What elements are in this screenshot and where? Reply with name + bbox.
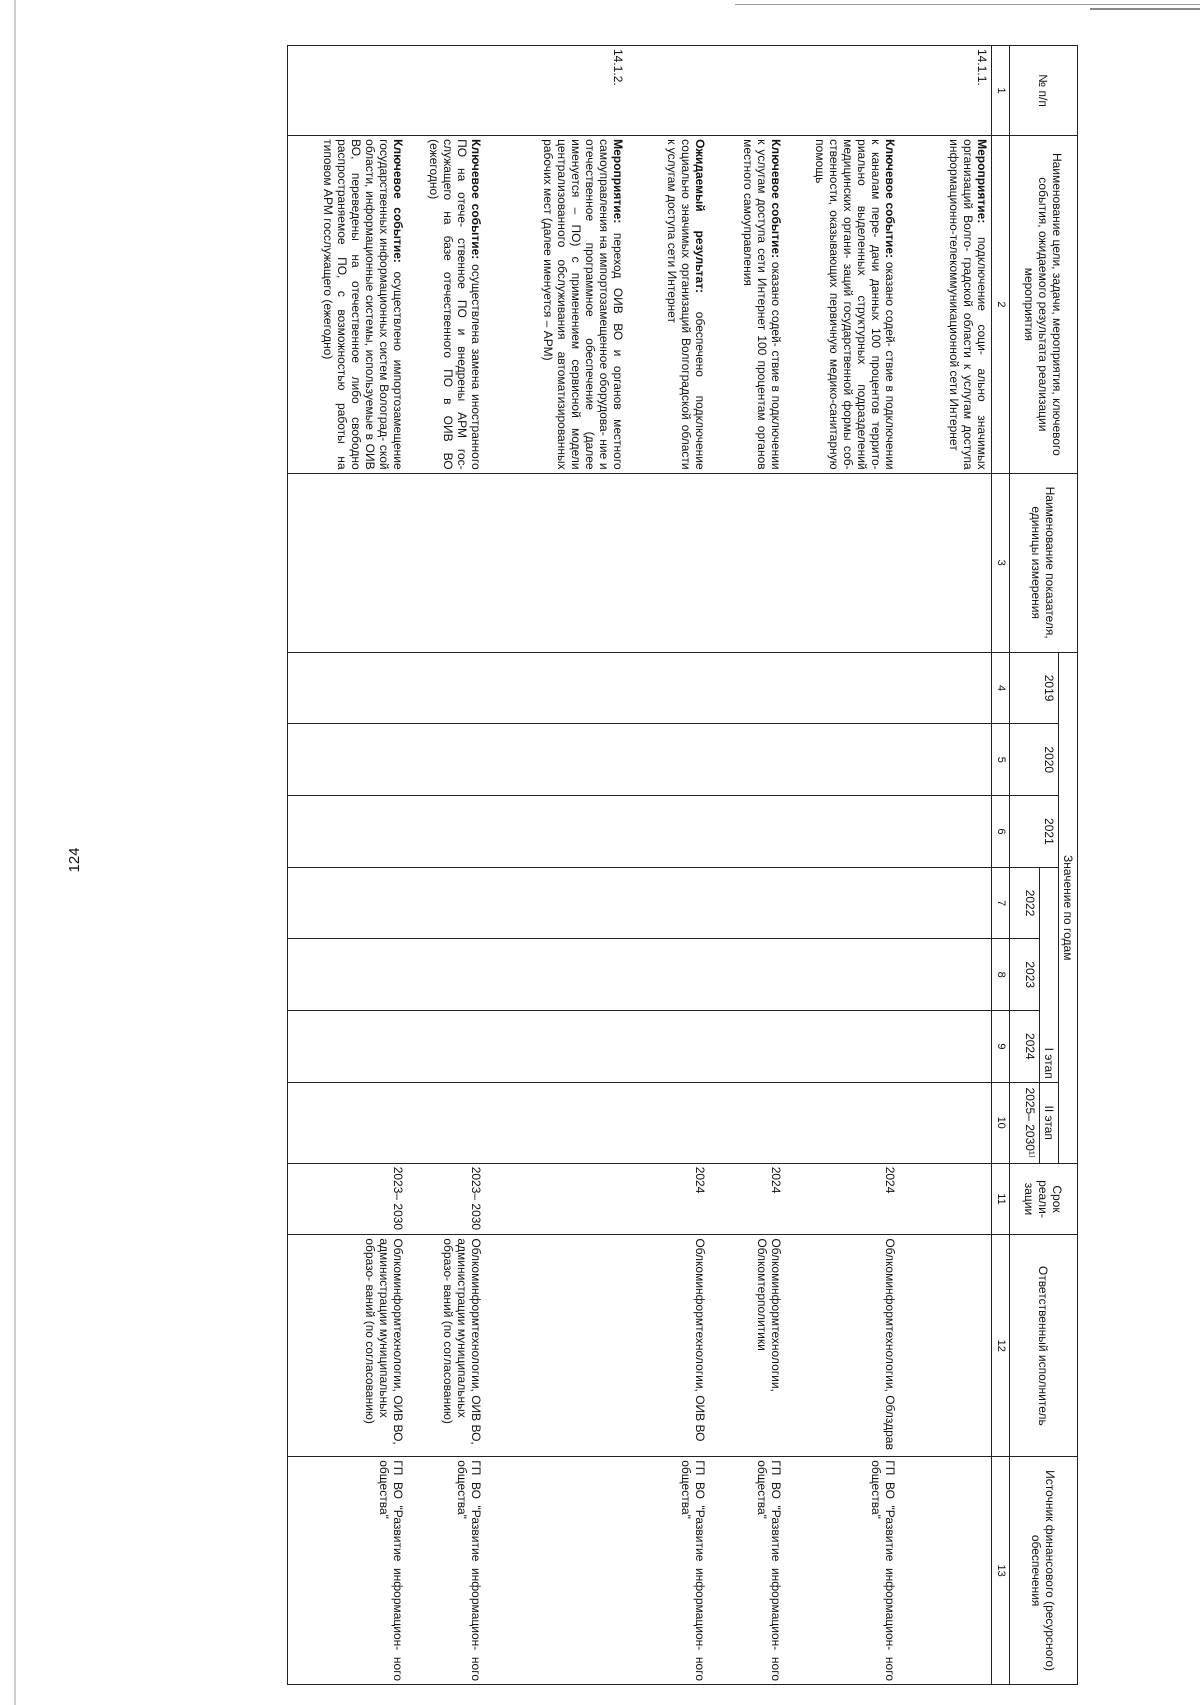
colnum: 9 — [992, 1011, 1010, 1083]
empty-value-cell — [486, 796, 628, 868]
table-row — [288, 46, 408, 1685]
page-edge — [14, 0, 16, 1705]
header-num: № п/п — [1010, 46, 1078, 136]
empty-value-cell — [710, 939, 786, 1011]
table-row — [900, 46, 992, 1685]
empty-value-cell — [288, 473, 408, 652]
row-description — [710, 136, 786, 473]
empty-value-cell — [900, 1011, 992, 1083]
empty-value-cell — [486, 652, 628, 724]
empty-value-cell — [786, 939, 900, 1011]
row-number: 14.1.1. — [900, 46, 992, 136]
empty-value-cell — [786, 724, 900, 796]
row-responsible — [486, 1235, 628, 1457]
row-number — [408, 46, 486, 136]
header-2020: 2020 — [1010, 724, 1059, 796]
colnum: 1 — [992, 46, 1010, 136]
header-2019: 2019 — [1010, 652, 1059, 724]
header-2024: 2024 — [1010, 1011, 1040, 1083]
empty-value-cell — [628, 473, 710, 652]
empty-value-cell — [408, 867, 486, 939]
colnum: 6 — [992, 796, 1010, 868]
empty-value-cell — [628, 939, 710, 1011]
row-responsible: Облкоминформтехнологии, ОИВ ВО, администрации муниципальных образо- ваний (по согласованию) — [408, 1235, 486, 1457]
row-source — [900, 1457, 992, 1685]
colnum: 4 — [992, 652, 1010, 724]
row-term — [900, 1163, 992, 1235]
header-responsible: Ответственный исполнитель — [1010, 1235, 1078, 1457]
row-description — [486, 136, 628, 473]
empty-value-cell — [900, 473, 992, 652]
empty-value-cell — [710, 652, 786, 724]
row-responsible: Облкоминформтехнологии, Облкомтерполитики — [710, 1235, 786, 1457]
header-source: Источник финансового (ресурсного) обеспечения — [1010, 1457, 1078, 1685]
colnum: 13 — [992, 1457, 1010, 1685]
row-term: 2023– 2030 — [288, 1163, 408, 1235]
empty-value-cell — [628, 867, 710, 939]
colnum: 12 — [992, 1235, 1010, 1457]
row-kind-label: Мероприятие: — [611, 139, 626, 224]
empty-value-cell — [408, 796, 486, 868]
empty-value-cell — [786, 1082, 900, 1163]
header-stage2: II этап — [1040, 1082, 1059, 1163]
row-responsible: Облкоминформтехнологии, Облздрав — [786, 1235, 900, 1457]
column-number-row — [992, 46, 1010, 1685]
table-row — [786, 46, 900, 1685]
empty-value-cell — [288, 867, 408, 939]
empty-value-cell — [408, 1011, 486, 1083]
empty-value-cell — [288, 939, 408, 1011]
row-number — [786, 46, 900, 136]
row-source: ГП ВО "Развитие информацион- ного общества" — [408, 1457, 486, 1685]
empty-value-cell — [710, 473, 786, 652]
colnum: 5 — [992, 724, 1010, 796]
header-stage1: I этап — [1040, 867, 1059, 1082]
table-row — [710, 46, 786, 1685]
row-term — [486, 1163, 628, 1235]
empty-value-cell — [288, 724, 408, 796]
empty-value-cell — [408, 652, 486, 724]
row-description — [900, 136, 992, 473]
table-row — [628, 46, 710, 1685]
colnum: 2 — [992, 136, 1010, 473]
row-number — [288, 46, 408, 136]
empty-value-cell — [900, 724, 992, 796]
row-kind-label: Мероприятие: — [975, 139, 989, 224]
row-term: 2024 — [628, 1163, 710, 1235]
colnum: 11 — [992, 1163, 1010, 1235]
empty-value-cell — [786, 473, 900, 652]
header-indicator: Наименование показателя, единицы измерения — [1010, 473, 1078, 652]
empty-value-cell — [786, 796, 900, 868]
row-kind-label: Ожидаемый результат: — [693, 139, 708, 294]
row-term: 2024 — [710, 1163, 786, 1235]
scan-edge-mark — [1090, 8, 1200, 10]
program-table — [287, 45, 1078, 1685]
empty-value-cell — [486, 1082, 628, 1163]
colnum: 3 — [992, 473, 1010, 652]
empty-value-cell — [486, 724, 628, 796]
empty-value-cell — [710, 724, 786, 796]
empty-value-cell — [288, 1082, 408, 1163]
header-values-by-year: Значение по годам — [1059, 652, 1078, 1163]
colnum: 8 — [992, 939, 1010, 1011]
row-text: оказано содей- ствие в подключении к каналам пере- дачи данных 100 процентов террито- риально выделенных структурных подразделений медицинских органи- заций государственной формы соб- ственности, оказывающих первичную медико-санитарную помощь — [813, 139, 898, 470]
row-text: осуществлена замена иностранного ПО на отече- ственное ПО и внедрены АРМ гос- служащего на базе отечественного ПО в ОИВ ВО (ежегодно) — [427, 139, 484, 470]
empty-value-cell — [628, 652, 710, 724]
row-description — [628, 136, 710, 473]
row-source: ГП ВО "Развитие информацион- ного общества" — [288, 1457, 408, 1685]
empty-value-cell — [710, 867, 786, 939]
row-description — [786, 136, 900, 473]
empty-value-cell — [710, 1011, 786, 1083]
empty-value-cell — [628, 796, 710, 868]
row-text: переход ОИВ ВО и органов местного самоуправления на импортозамещенное оборудова- ние и отечественное программное обеспечение (далее именуется – ПО) с применением сервисной модели централизованного обслуживания автоматизированных рабочих мест (далее именуется – АРМ) — [541, 139, 626, 470]
header-2023: 2023 — [1010, 939, 1040, 1011]
empty-value-cell — [710, 796, 786, 868]
row-responsible — [900, 1235, 992, 1457]
header-2021: 2021 — [1010, 796, 1059, 868]
empty-value-cell — [628, 1082, 710, 1163]
empty-value-cell — [486, 473, 628, 652]
row-kind-label: Ключевое событие: — [469, 139, 484, 260]
empty-value-cell — [900, 652, 992, 724]
colnum: 10 — [992, 1082, 1010, 1163]
row-responsible: Облкоминформтехнологии, ОИВ ВО, администрации муниципальных образо- ваний (по согласованию) — [288, 1235, 408, 1457]
table-row — [486, 46, 628, 1685]
row-number — [628, 46, 710, 136]
row-source — [486, 1457, 628, 1685]
empty-value-cell — [900, 1082, 992, 1163]
header-term: Срок реали- зации — [1010, 1163, 1078, 1235]
row-term: 2023– 2030 — [408, 1163, 486, 1235]
empty-value-cell — [786, 867, 900, 939]
empty-value-cell — [408, 1082, 486, 1163]
empty-value-cell — [288, 652, 408, 724]
header-name: Наименование цели, задачи, мероприятия, ключевого события, ожидаемого результата реализации мероприятия — [1010, 136, 1078, 473]
empty-value-cell — [900, 867, 992, 939]
scan-edge-line — [735, 4, 1200, 5]
page-number: 124 — [66, 847, 83, 873]
empty-value-cell — [710, 1082, 786, 1163]
header-2022: 2022 — [1010, 867, 1040, 939]
empty-value-cell — [786, 1011, 900, 1083]
empty-value-cell — [486, 867, 628, 939]
empty-value-cell — [408, 939, 486, 1011]
empty-value-cell — [900, 939, 992, 1011]
row-text: подключение соци- ально значимых организаций Волго- градской области к услугам доступа информационно-телекоммуникационной сети Интернет — [947, 139, 989, 470]
colnum: 7 — [992, 867, 1010, 939]
empty-value-cell — [486, 939, 628, 1011]
row-text: обеспечено подключение социально значимых организаций Волгоградской области к услугам доступа сети Интернет — [665, 139, 708, 470]
row-term: 2024 — [786, 1163, 900, 1235]
empty-value-cell — [288, 1011, 408, 1083]
row-number: 14.1.2. — [486, 46, 628, 136]
row-text: осуществлено импортозамещение государственных информационных систем Волоград- ской области, информационные системы, используемые в ОИВ ВО, переведены на отечественное либо свободно распространяемое ПО, с возможностью работы на типовом АРМ госслужащего (ежегодно) — [321, 139, 406, 470]
row-kind-label: Ключевое событие: — [883, 139, 898, 259]
empty-value-cell — [288, 796, 408, 868]
rotated-table-sheet — [118, 45, 1078, 1685]
table-body — [288, 46, 992, 1685]
empty-value-cell — [786, 652, 900, 724]
row-responsible: Облкоминформтехнологии, ОИВ ВО — [628, 1235, 710, 1457]
row-text: оказано содей- ствие в подключении к услугам доступа сети Интернет 100 процентам органов местного самоуправления — [741, 139, 784, 470]
row-source: ГП ВО "Развитие информацион- ного общества" — [628, 1457, 710, 1685]
row-source: ГП ВО "Развитие информацион- ного общества" — [710, 1457, 786, 1685]
row-kind-label: Ключевое событие: — [391, 139, 406, 263]
empty-value-cell — [408, 724, 486, 796]
row-number — [710, 46, 786, 136]
row-source: ГП ВО "Развитие информацион- ного общества" — [786, 1457, 900, 1685]
row-description — [288, 136, 408, 473]
empty-value-cell — [900, 796, 992, 868]
header-2025-2030: 2025– 2030¹⁾ — [1010, 1082, 1040, 1163]
empty-value-cell — [486, 1011, 628, 1083]
table-row — [408, 46, 486, 1685]
row-kind-label: Ключевое событие: — [769, 139, 784, 259]
empty-value-cell — [408, 473, 486, 652]
empty-value-cell — [628, 724, 710, 796]
empty-value-cell — [628, 1011, 710, 1083]
row-description — [408, 136, 486, 473]
